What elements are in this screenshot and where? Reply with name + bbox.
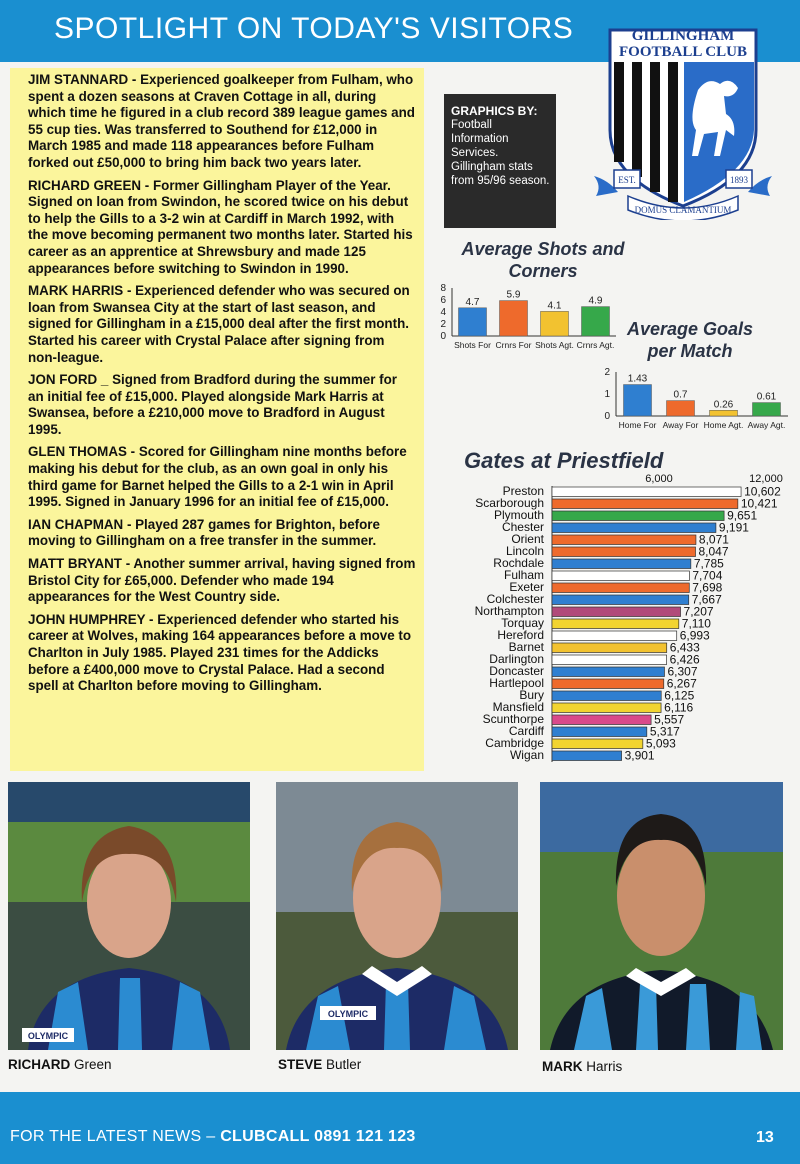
caption-last-name: Butler <box>326 1057 362 1072</box>
bar <box>552 739 643 749</box>
bar <box>624 385 652 416</box>
category-label: Wigan <box>509 748 544 762</box>
clubcall-line <box>10 1128 416 1146</box>
data-label: 8,047 <box>698 544 729 559</box>
bio-john-humphrey: JOHN HUMPHREY - Experienced defender who started his career at Wolves, making 164 appearances before a move to Charlton in July 1985. Played 231 times for the Addicks before a £400,000 move to Crystal Palace. Had a second spell at Charlton before moving to Gillingham. <box>28 611 412 694</box>
caption-first-name: MARK <box>542 1059 583 1074</box>
kit-sponsor-1: OLYMPIC <box>27 1031 69 1041</box>
bar <box>552 583 689 593</box>
data-label: 5.9 <box>506 289 521 301</box>
data-label: 0.26 <box>713 399 734 411</box>
data-label: 7,667 <box>691 592 722 607</box>
data-label: 6,433 <box>669 640 700 655</box>
category-label: Scarborough <box>475 496 544 510</box>
x-tick-label: 6,000 <box>645 473 673 485</box>
bar <box>552 727 647 737</box>
gates-chart-title: Gates at Priestfield <box>464 448 664 473</box>
bar <box>552 691 661 701</box>
crest-motto: DOMUS CLAMANTIUM <box>634 205 732 215</box>
clubcall-number: CLUBCALL 0891 121 123 <box>220 1128 416 1145</box>
category-label: Shots For <box>454 340 491 350</box>
data-label: 7,207 <box>683 604 714 619</box>
caption-last-name: Green <box>74 1057 112 1072</box>
category-label: Home Agt. <box>703 420 744 430</box>
category-label: Doncaster <box>489 664 544 678</box>
bar <box>552 571 689 581</box>
player-photo <box>8 782 250 1050</box>
category-label: Cambridge <box>485 736 544 750</box>
player-photo <box>276 782 518 1050</box>
bar <box>552 679 664 689</box>
bio-glen-thomas: GLEN THOMAS - Scored for Gillingham nine months before making his debut for the club, as an own goal in only his third game for Barnet helped the Gills to a 2-1 win in April 1995. Signed in January 1996 for an initial fee of £15,000. <box>28 444 407 510</box>
category-label: Darlington <box>489 652 544 666</box>
category-label: Northampton <box>474 604 544 618</box>
data-label: 5,093 <box>645 736 676 751</box>
category-label: Crnrs For <box>495 340 532 350</box>
club-crest <box>588 10 778 220</box>
data-label: 1.43 <box>627 373 648 385</box>
caption-richard-green <box>8 1057 112 1072</box>
bar <box>667 401 695 416</box>
data-label: 4.1 <box>547 300 562 312</box>
caption-first-name: RICHARD <box>8 1057 71 1072</box>
y-tick-label: 0 <box>440 331 446 342</box>
bar <box>552 511 724 521</box>
y-tick-label: 4 <box>440 307 446 318</box>
bio-mark-harris: MARK HARRIS - Experienced defender who was secured on loan from Swansea City at the start of last season, and signed for Gillingham in a £15,000 deal after the first month. Started his career with Crystal Palace after signing from non-league. <box>28 283 410 365</box>
bio-ian-chapman: IAN CHAPMAN - Played 287 games for Brighton, before moving to Gillingham on a free transfer in the summer. <box>28 516 380 549</box>
bar <box>552 595 689 605</box>
y-tick-label: 6 <box>440 295 446 306</box>
bio-jon-ford: JON FORD _ Signed from Bradford during the summer for an initial fee of £15,000. Played alongside Mark Harris at Swansea, before a £210,000 move to Bradford in August 1995. <box>28 372 398 437</box>
category-label: Away For <box>662 420 699 430</box>
data-label: 6,307 <box>667 664 698 679</box>
data-label: 7,704 <box>692 568 723 583</box>
bar <box>552 487 741 497</box>
category-label: Fulham <box>503 568 544 582</box>
bar <box>541 311 569 336</box>
data-label: 3,901 <box>624 748 655 763</box>
category-label: Cardiff <box>508 724 544 738</box>
data-label: 6,993 <box>679 628 710 643</box>
category-label: Bury <box>519 688 544 702</box>
y-tick-label: 1 <box>604 389 610 400</box>
category-label: Colchester <box>486 592 544 606</box>
data-label: 7,698 <box>692 580 723 595</box>
gates-chart <box>430 470 800 766</box>
photo-mark-harris <box>540 782 783 1050</box>
category-label: Lincoln <box>505 544 544 558</box>
bar <box>552 535 696 545</box>
bio-richard-green: RICHARD GREEN - Former Gillingham Player of the Year. Signed on loan from Swindon, he scored twice on his debut to help the Gills to a 3-2 win at Cardiff in March 1992, with the move becoming permanent two months later. Started his career as an apprentice at Shrewsbury and made 125 appearances before switching to Swindon in 1990. <box>28 177 413 276</box>
bar <box>552 751 622 761</box>
bar <box>753 403 781 416</box>
category-label: Preston <box>502 484 544 498</box>
goals-chart-title: Average Goals per Match <box>626 319 754 361</box>
category-label: Mansfield <box>492 700 544 714</box>
category-label: Plymouth <box>493 508 544 522</box>
category-label: Shots Agt. <box>535 340 574 350</box>
data-label: 4.9 <box>588 295 603 307</box>
bar <box>582 307 610 336</box>
y-tick-label: 2 <box>604 367 610 378</box>
player-photo <box>540 782 783 1050</box>
caption-mark-harris <box>542 1059 622 1074</box>
category-label: Away Agt. <box>747 420 786 430</box>
bar <box>552 559 691 569</box>
graphics-credit-body: Football Information Services. Gillingham stats from 95/96 season. <box>451 119 550 187</box>
clubcall-lead: FOR THE LATEST NEWS – <box>10 1128 221 1145</box>
bar <box>552 643 667 653</box>
data-label: 7,110 <box>681 616 711 631</box>
bar <box>552 523 716 533</box>
page-title: SPOTLIGHT ON TODAY'S VISITORS <box>54 12 574 45</box>
data-label: 5,557 <box>654 712 685 727</box>
graphics-credit-box <box>444 94 556 228</box>
data-label: 6,116 <box>664 700 694 715</box>
category-label: Rochdale <box>493 556 544 570</box>
goals-per-match-chart <box>596 352 800 436</box>
category-label: Home For <box>618 420 657 430</box>
bar <box>500 301 528 336</box>
crest-line1: GILLINGHAM <box>631 28 735 44</box>
page-number: 13 <box>756 1129 774 1146</box>
data-label: 10,421 <box>740 496 778 511</box>
shots-corners-chart <box>430 272 620 352</box>
category-label: Torquay <box>501 616 544 630</box>
bar <box>552 715 651 725</box>
shots-chart-title: Average Shots and Corners <box>461 239 625 281</box>
page-footer <box>0 1092 800 1164</box>
player-bios <box>10 68 424 771</box>
category-label: Exeter <box>509 580 544 594</box>
crest-est: EST. <box>618 175 636 185</box>
crest-line2: FOOTBALL CLUB <box>619 44 747 60</box>
photo-richard-green <box>8 782 250 1050</box>
data-label: 10,602 <box>744 484 781 499</box>
category-label: Hartlepool <box>489 676 544 690</box>
bar <box>552 655 667 665</box>
bar <box>552 499 738 509</box>
bio-jim-stannard: JIM STANNARD - Experienced goalkeeper from Fulham, who spent a dozen seasons at Craven Cottage in all, during which time he figured in a club record 389 league games and 55 cup ties. Was transferred to Southend for £12,000 in March 1985 and made 118 appearances before Fulham forked out £50,000 to bring him back two years later. <box>28 72 415 170</box>
category-label: Scunthorpe <box>482 712 544 726</box>
data-label: 5,317 <box>649 724 680 739</box>
data-label: 9,651 <box>727 508 758 523</box>
y-tick-label: 2 <box>440 319 446 330</box>
category-label: Hereford <box>497 628 544 642</box>
bar <box>552 667 664 677</box>
data-label: 9,191 <box>718 520 749 535</box>
bar <box>459 308 487 336</box>
data-label: 6,267 <box>666 676 697 691</box>
data-label: 6,426 <box>669 652 700 667</box>
caption-last-name: Harris <box>586 1059 623 1074</box>
graphics-credit-heading: GRAPHICS BY: <box>451 104 538 118</box>
crest-year: 1893 <box>730 175 748 185</box>
caption-first-name: STEVE <box>278 1057 323 1072</box>
bar <box>552 703 661 713</box>
photo-steve-butler <box>276 782 518 1050</box>
bio-matt-bryant: MATT BRYANT - Another summer arrival, having signed from Bristol City for £65,000. Defender who made 194 appearances for the West Country side. <box>28 556 416 605</box>
data-label: 0.61 <box>756 391 777 403</box>
category-label: Barnet <box>508 640 544 654</box>
y-tick-label: 0 <box>604 411 610 422</box>
bar <box>552 547 696 557</box>
category-label: Orient <box>511 532 544 546</box>
category-label: Chester <box>501 520 544 534</box>
data-label: 0.7 <box>673 389 688 401</box>
bar <box>710 410 738 416</box>
caption-steve-butler <box>278 1057 361 1072</box>
bar <box>552 619 679 629</box>
x-tick-label: 12,000 <box>749 473 783 485</box>
bar <box>552 631 677 641</box>
category-label: Crnrs Agt. <box>576 340 615 350</box>
data-label: 6,125 <box>664 688 695 703</box>
data-label: 7,785 <box>693 556 724 571</box>
y-tick-label: 8 <box>440 283 446 294</box>
data-label: 4.7 <box>465 296 480 308</box>
kit-sponsor-2: OLYMPIC <box>327 1009 369 1019</box>
bar <box>552 607 681 617</box>
data-label: 8,071 <box>698 532 729 547</box>
